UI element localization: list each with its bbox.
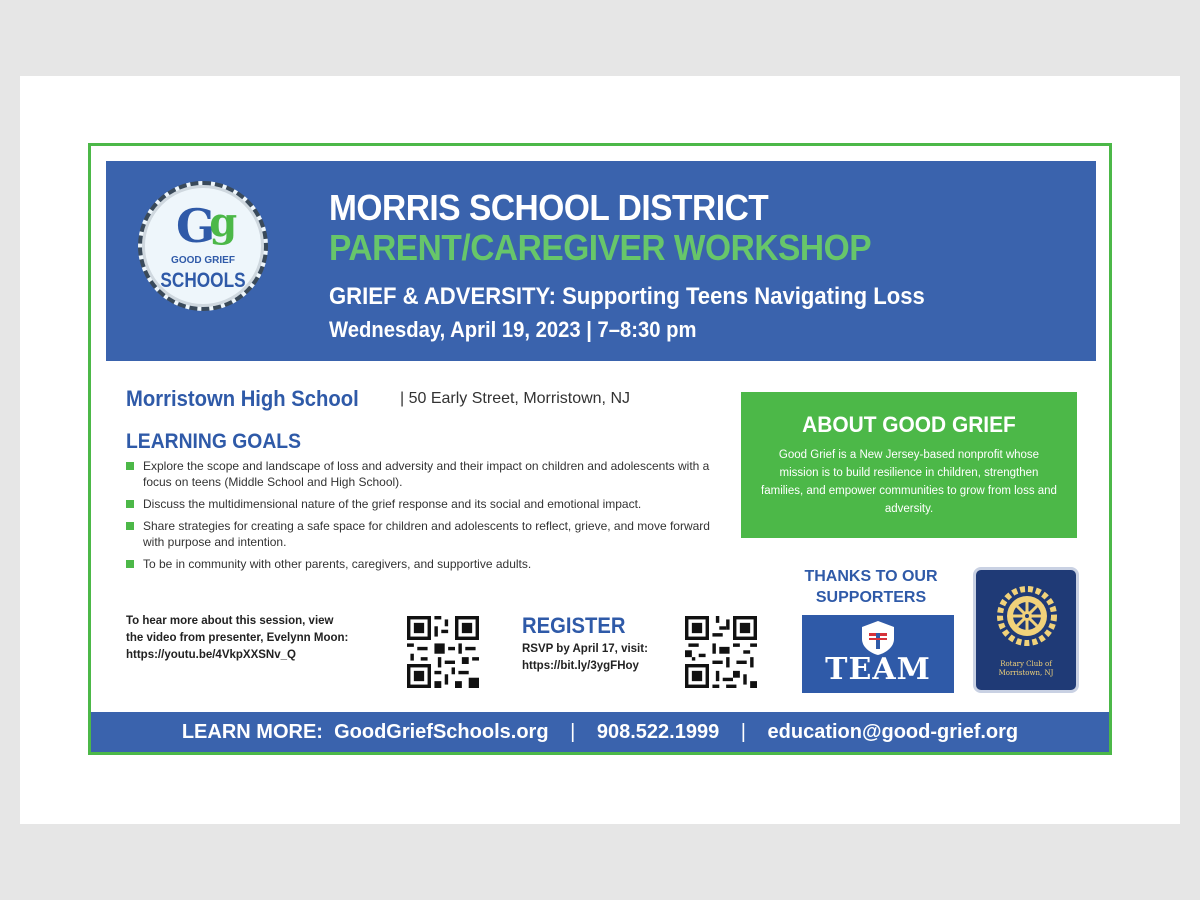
team-sponsor-logo [802, 615, 954, 693]
phone-number[interactable]: 908.522.1999 [596, 721, 720, 743]
list-item: To be in community with other parents, caregivers, and supportive adults. [126, 556, 716, 572]
email-link[interactable]: education@good-grief.org [767, 721, 1019, 743]
list-item: Share strategies for creating a safe space for children and adolescents to reflect, grieve, and move forward with purpose and intention. [126, 518, 716, 550]
good-grief-schools-logo [138, 181, 268, 311]
list-item: Discuss the multidimensional nature of the grief response and its social and emotional impact. [126, 496, 716, 512]
flyer-header [106, 161, 1096, 361]
register-heading: REGISTER [522, 613, 626, 638]
learn-more-label: LEARN MORE: [181, 721, 323, 743]
register-info: RSVP by April 17, visit: https://bit.ly/3ygFHoy [522, 641, 682, 675]
team-logo-word: TEAM [825, 652, 931, 687]
rotary-club-name: Rotary Club of Morristown, NJ [998, 660, 1054, 677]
list-item: Explore the scope and landscape of loss and adversity and their impact on children and adolescents with a focus on teens (Middle School and High School). [126, 458, 716, 490]
page [20, 76, 1180, 824]
footer-separator: | [570, 721, 576, 743]
register-link[interactable]: https://bit.ly/3ygFHoy [522, 660, 639, 672]
video-qr-code-icon[interactable] [407, 616, 479, 688]
logo-monogram: Gg [176, 199, 232, 253]
venue [126, 386, 630, 412]
learning-goals-heading: LEARNING GOALS [126, 430, 301, 453]
supporters-heading: THANKS TO OUR SUPPORTERS [804, 568, 938, 606]
workshop-flyer [88, 143, 1112, 755]
rotary-club-logo [973, 567, 1079, 693]
workshop-title: PARENT/CAREGIVER WORKSHOP [329, 227, 872, 268]
square-bullet-icon [126, 522, 134, 530]
learning-goals-list [126, 458, 716, 578]
square-bullet-icon [126, 462, 134, 470]
venue-address: | 50 Early Street, Morristown, NJ [400, 390, 630, 407]
video-info: To hear more about this session, view the video from presenter, Evelynn Moon: https://youtu.be/4VkpXXSNv_Q [126, 613, 401, 664]
about-heading: ABOUT GOOD GRIEF [802, 412, 1016, 437]
video-link[interactable]: https://youtu.be/4VkpXXSNv_Q [126, 649, 296, 661]
workshop-date: Wednesday, April 19, 2023 | 7–8:30 pm [329, 317, 697, 342]
rotary-gear-icon [997, 586, 1057, 646]
district-title: MORRIS SCHOOL DISTRICT [329, 187, 769, 228]
about-good-grief-box [741, 392, 1077, 538]
square-bullet-icon [126, 560, 134, 568]
logo-word: SCHOOLS [160, 269, 246, 292]
logo-subtitle: GOOD GRIEF [171, 255, 235, 266]
venue-name: Morristown High School [126, 386, 359, 411]
footer-separator: | [740, 721, 746, 743]
website-link[interactable]: GoodGriefSchools.org [334, 721, 549, 743]
about-description: Good Grief is a New Jersey-based nonprofit whose mission is to build resilience in children, strengthen families, and empower communities to grow from loss and adversity. [761, 449, 1057, 515]
contact-footer [91, 712, 1109, 752]
register-qr-code-icon[interactable] [685, 616, 757, 688]
square-bullet-icon [126, 500, 134, 508]
workshop-topic: GRIEF & ADVERSITY: Supporting Teens Navigating Loss [329, 283, 925, 310]
